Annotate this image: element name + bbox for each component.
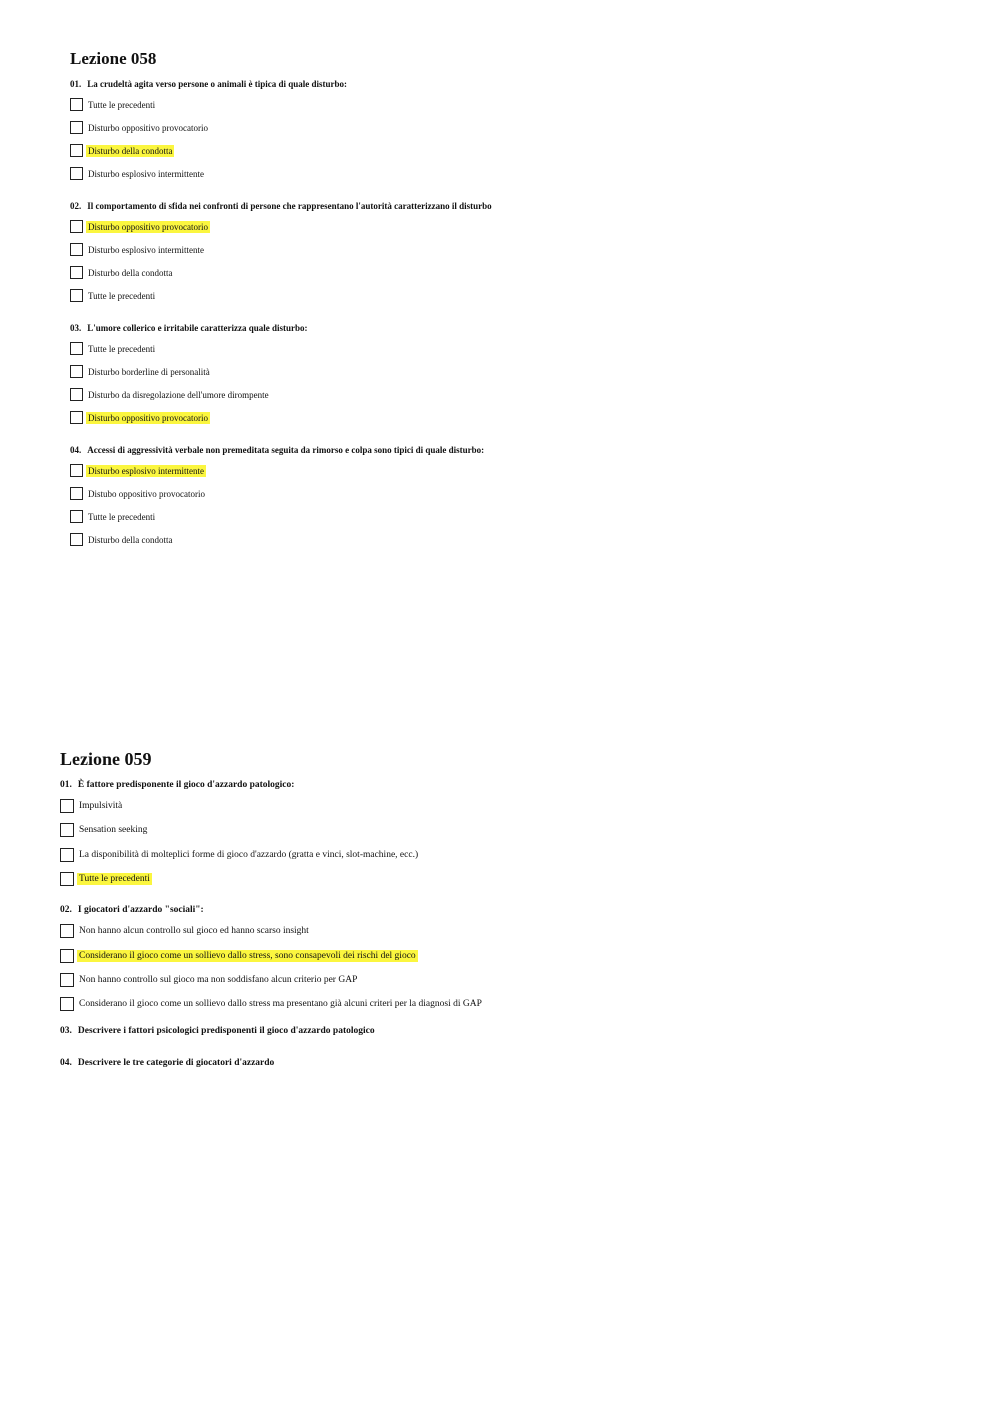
option-label: Disturbo borderline di personalità (88, 366, 210, 377)
option-label: Tutte le precedenti (88, 99, 156, 110)
option-item[interactable] (70, 383, 950, 406)
option-label: Disturbo esplosivo intermittente (88, 168, 204, 179)
spacer (70, 307, 950, 321)
checkbox[interactable] (70, 243, 83, 256)
option-label: Tutte le precedenti (88, 290, 156, 301)
option-item[interactable] (70, 162, 950, 185)
checkbox[interactable] (70, 144, 83, 157)
question-number: 04. (70, 445, 82, 455)
question-text (70, 77, 950, 91)
option-label: Disturbo da disregolazione dell'umore dirompente (88, 389, 269, 400)
checkbox[interactable] (70, 98, 83, 111)
option-label-highlighted: Considerano il gioco come un sollievo dallo stress, sono consapevoli dei rischi del gioco (79, 950, 416, 961)
spacer (70, 429, 950, 443)
question-text (70, 321, 950, 335)
option-label: Tutte le precedenti (88, 343, 156, 354)
question-number: 02. (60, 905, 72, 916)
option-item[interactable] (70, 505, 950, 528)
question-text (60, 778, 960, 792)
option-label-highlighted: Disturbo oppositivo provocatorio (88, 221, 208, 232)
option-item[interactable] (60, 867, 960, 891)
checkbox[interactable] (70, 342, 83, 355)
question-059-02 (60, 903, 960, 1016)
checkbox[interactable] (70, 289, 83, 302)
checkbox[interactable] (70, 266, 83, 279)
question-prompt: Descrivere i fattori psicologici predisponenti il gioco d'azzardo patologico (77, 1026, 375, 1037)
option-item[interactable] (70, 360, 950, 383)
option-label: Disturbo della condotta (88, 267, 173, 278)
question-prompt: Accessi di aggressività verbale non premeditata seguita da rimorso e colpa sono tipici di quale disturbo: (87, 445, 485, 455)
question-text (70, 199, 950, 213)
option-label: Disturbo oppositivo provocatorio (88, 122, 208, 133)
option-item[interactable] (70, 261, 950, 284)
question-text (60, 903, 960, 917)
option-label: La disponibilità di molteplici forme di gioco d'azzardo (gratta e vinci, slot-machine, ecc.) (79, 849, 419, 860)
option-label: Sensation seeking (79, 825, 148, 836)
option-item[interactable] (60, 992, 960, 1016)
question-058-04 (70, 443, 950, 551)
option-label: Distubo oppositivo provocatorio (88, 488, 205, 499)
option-label: Impulsività (79, 801, 123, 812)
option-item[interactable] (60, 968, 960, 992)
question-text (60, 1024, 960, 1038)
question-prompt: I giocatori d'azzardo "sociali": (77, 905, 204, 916)
checkbox[interactable] (60, 848, 74, 862)
option-item[interactable] (70, 459, 950, 482)
option-label: Disturbo esplosivo intermittente (88, 244, 204, 255)
option-item[interactable] (60, 818, 960, 842)
question-prompt: Il comportamento di sfida nei confronti di persone che rappresentano l'autorità caratterizzano il disturbo (87, 201, 492, 211)
question-058-02 (70, 199, 950, 307)
lesson-058-section (70, 48, 950, 551)
option-label-highlighted: Disturbo della condotta (88, 145, 173, 156)
option-label: Disturbo della condotta (88, 534, 173, 545)
option-item[interactable] (70, 215, 950, 238)
options-list (70, 459, 950, 551)
options-list (70, 337, 950, 429)
question-058-03 (70, 321, 950, 429)
option-item[interactable] (70, 406, 950, 429)
option-item[interactable] (70, 284, 950, 307)
spacer (70, 185, 950, 199)
option-item[interactable] (70, 139, 950, 162)
option-item[interactable] (70, 337, 950, 360)
question-number: 01. (60, 780, 72, 790)
option-item[interactable] (70, 116, 950, 139)
question-number: 02. (70, 201, 82, 211)
option-item[interactable] (60, 794, 960, 818)
checkbox[interactable] (70, 464, 83, 477)
checkbox[interactable] (70, 510, 83, 523)
lesson-059-section (60, 748, 960, 1072)
question-number: 01. (70, 79, 82, 89)
checkbox[interactable] (60, 949, 74, 963)
question-059-03 (60, 1024, 960, 1038)
checkbox[interactable] (70, 167, 83, 180)
checkbox[interactable] (60, 823, 74, 837)
checkbox[interactable] (70, 365, 83, 378)
option-label-highlighted: Tutte le precedenti (79, 874, 150, 885)
question-prompt: La crudeltà agita verso persone o animali è tipica di quale disturbo: (87, 79, 347, 89)
checkbox[interactable] (70, 533, 83, 546)
question-number: 04. (60, 1058, 72, 1069)
checkbox[interactable] (60, 973, 74, 987)
checkbox[interactable] (60, 924, 74, 938)
option-item[interactable] (70, 528, 950, 551)
option-item[interactable] (70, 238, 950, 261)
option-item[interactable] (70, 482, 950, 505)
checkbox[interactable] (60, 997, 74, 1011)
option-item[interactable] (70, 93, 950, 116)
option-label-highlighted: Disturbo oppositivo provocatorio (88, 412, 208, 423)
option-label-highlighted: Disturbo esplosivo intermittente (88, 465, 204, 476)
option-label: Non hanno controllo sul gioco ma non soddisfano alcun criterio per GAP (79, 974, 358, 985)
options-list (70, 93, 950, 185)
lesson-title: Lezione 059 (60, 749, 152, 769)
question-text (60, 1056, 960, 1070)
checkbox[interactable] (70, 220, 83, 233)
question-number: 03. (60, 1026, 72, 1037)
checkbox[interactable] (70, 388, 83, 401)
question-text (70, 443, 950, 457)
question-059-01 (60, 778, 960, 891)
option-item[interactable] (60, 843, 960, 867)
checkbox[interactable] (70, 487, 83, 500)
option-label: Non hanno alcun controllo sul gioco ed hanno scarso insight (79, 926, 309, 937)
checkbox[interactable] (60, 799, 74, 813)
options-list (60, 919, 960, 1016)
option-item[interactable] (60, 919, 960, 943)
question-number: 03. (70, 323, 82, 333)
checkbox[interactable] (60, 872, 74, 886)
option-item[interactable] (60, 943, 960, 967)
lesson-title: Lezione 058 (70, 49, 157, 68)
option-label: Considerano il gioco come un sollievo dallo stress ma presentano già alcuni criteri per la diagnosi di GAP (79, 999, 482, 1010)
checkbox[interactable] (70, 121, 83, 134)
question-prompt: È fattore predisponente il gioco d'azzardo patologico: (77, 780, 295, 790)
option-label: Tutte le precedenti (88, 511, 156, 522)
options-list (70, 215, 950, 307)
checkbox[interactable] (70, 411, 83, 424)
spacer (60, 891, 960, 903)
question-prompt: Descrivere le tre categorie di giocatori d'azzardo (77, 1058, 275, 1069)
options-list (60, 794, 960, 891)
question-059-04 (60, 1056, 960, 1070)
question-prompt: L'umore collerico e irritabile caratterizza quale disturbo: (87, 323, 308, 333)
question-058-01 (70, 77, 950, 185)
